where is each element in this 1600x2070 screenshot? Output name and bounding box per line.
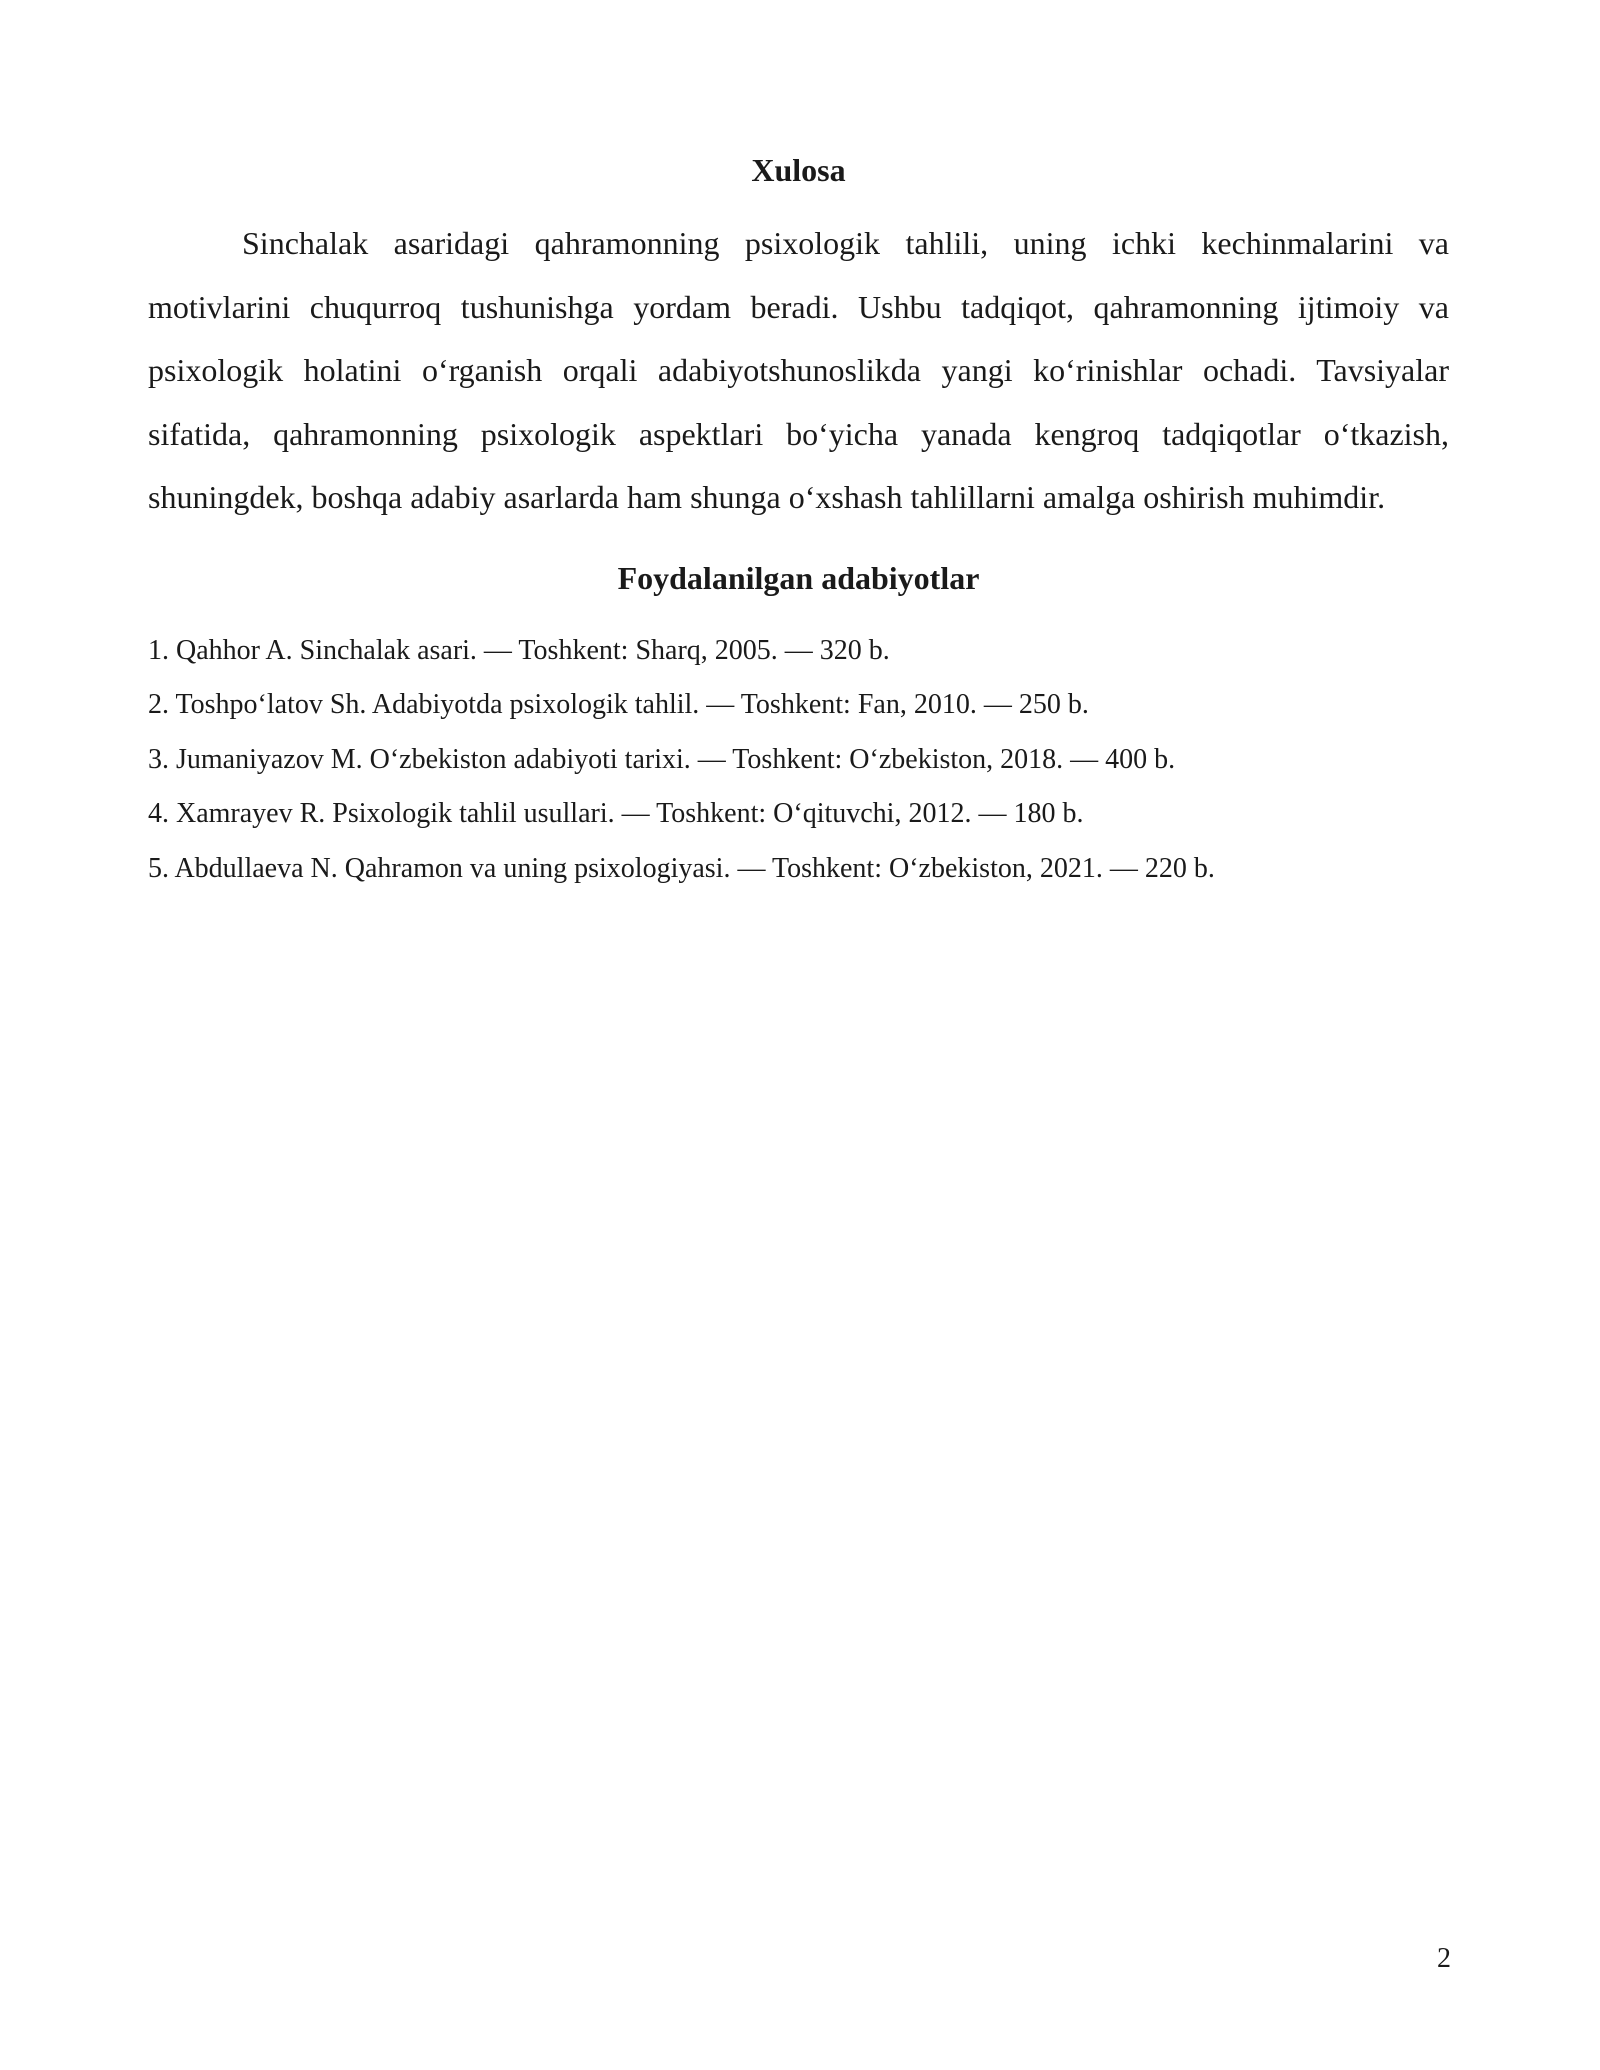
reference-item: 3. Jumaniyazov M. O‘zbekiston adabiyoti tarixi. — Toshkent: O‘zbekiston, 2018. — 400 b. <box>148 743 1176 775</box>
conclusion-heading: Xulosa <box>751 152 846 188</box>
references-list <box>148 624 1449 897</box>
references-heading: Foydalanilgan adabiyotlar <box>617 559 980 596</box>
page-number: 2 <box>1437 1943 1451 1974</box>
reference-item: 1. Qahhor A. Sinchalak asari. — Toshkent: Sharq, 2005. — 320 b. <box>148 634 890 666</box>
conclusion-paragraph: Sinchalak asaridagi qahramonning psixologik tahlili, uning ichki kechinmalarini va motivlarini chuqurroq tushunishga yordam beradi. Ushbu tadqiqot, qahramonning ijtimoiy va psixologik holatini o‘rganish orqali adabiyotshunoslikda yangi ko‘rinishlar ochadi. Tavsiyalar sifatida, qahramonning psixologik aspektlari bo‘yicha yanada kengroq tadqiqotlar o‘tkazish, shuningdek, boshqa adabiy asarlarda ham shunga o‘xshash tahlillarni amalga oshirish muhimdir. <box>148 225 1449 515</box>
reference-item: 5. Abdullaeva N. Qahramon va uning psixologiyasi. — Toshkent: O‘zbekiston, 2021. — 220 b. <box>148 852 1215 884</box>
reference-item: 2. Toshpo‘latov Sh. Adabiyotda psixologik tahlil. — Toshkent: Fan, 2010. — 250 b. <box>148 689 1089 720</box>
reference-item: 4. Xamrayev R. Psixologik tahlil usullari. — Toshkent: O‘qituvchi, 2012. — 180 b. <box>148 798 1084 829</box>
